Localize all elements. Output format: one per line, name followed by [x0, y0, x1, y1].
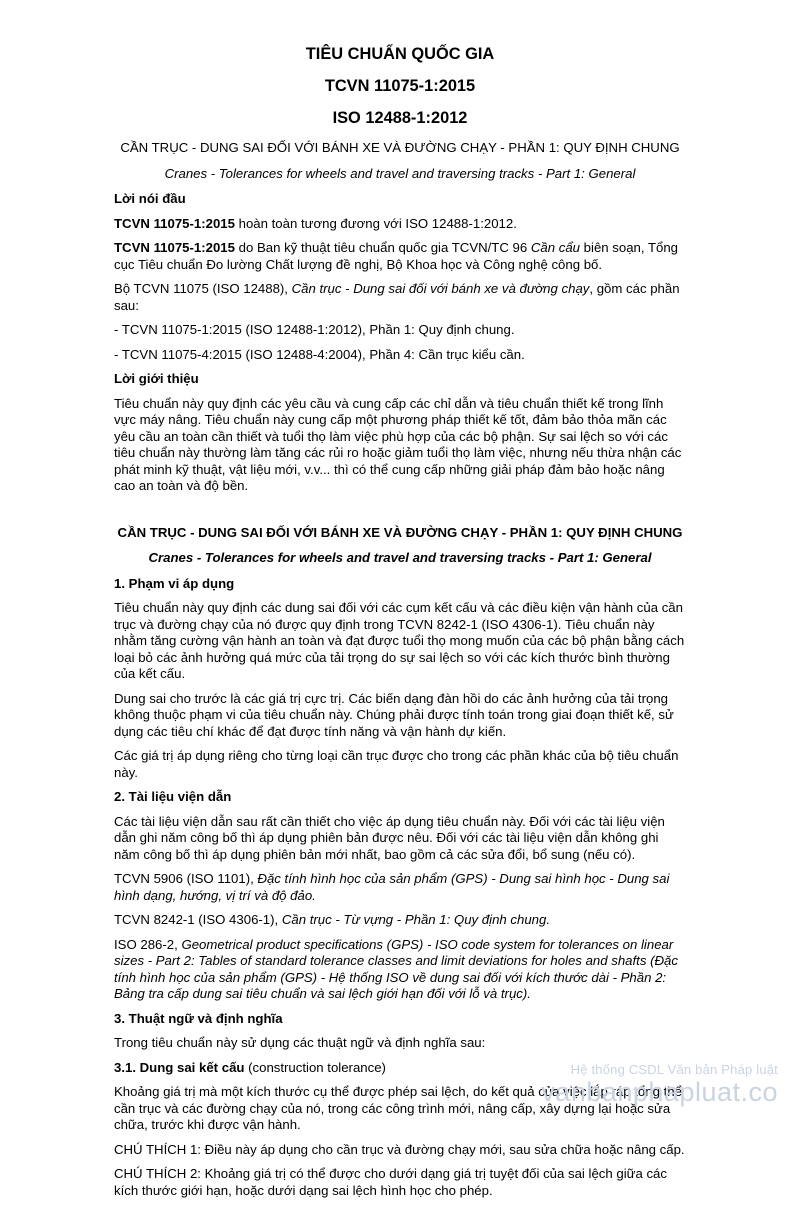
references-heading: 2. Tài liệu viện dẫn	[114, 789, 232, 804]
text-span: biên soạn, Tổng cục Tiêu chuẩn Đo lường Chất lượng đề nghị, Bộ Khoa học và Công nghệ công bố.	[114, 240, 679, 272]
body-title-en: Cranes - Tolerances for wheels and travel and traversing tracks - Part 1: General	[148, 550, 652, 565]
scope-paragraph-2: Dung sai cho trước là các giá trị cực trị. Các biến dạng đàn hồi do các ảnh hưởng của tải trọng không thuộc phạm vi của tiêu chuẩn này. Chúng phải được tính toán trong giai đoạn thiết kế, sử dụng các tiêu chí khác để đạt được tính năng và vận hành dự kiến.	[114, 690, 674, 739]
text-span: (construction tolerance)	[244, 1059, 386, 1075]
standard-code: TCVN 11075-1:2015	[114, 215, 235, 231]
scope-paragraph-3: Các giá trị áp dụng riêng cho từng loại cần trục được cho trong các phần khác của bộ tiêu chuẩn này.	[114, 748, 679, 780]
text-span: ISO 286-2,	[114, 936, 182, 952]
body-title-vi: CẦN TRỤC - DUNG SAI ĐỐI VỚI BÁNH XE VÀ ĐƯỜNG CHẠY - PHẦN 1: QUY ĐỊNH CHUNG	[117, 524, 683, 540]
term-3-1-definition: Khoảng giá trị mà một kích thước cụ thể được phép sai lệch, do kết quả của việc lắp ráp tổng thể cần trục và các đường chạy của nó, trong các công trình mới, nâng cấp, xây dựng lại hoặc sửa chữa, trước khi được vận hành.	[114, 1084, 682, 1132]
reference-item-1	[114, 871, 686, 904]
intro-heading: Lời giới thiệu	[114, 371, 199, 386]
site-watermark	[541, 1062, 778, 1107]
part-list-item: - TCVN 11075-1:2015 (ISO 12488-1:2012), Phần 1: Quy định chung.	[114, 322, 515, 337]
foreword-paragraph-3	[114, 281, 686, 314]
text-span: TCVN 5906 (ISO 1101),	[114, 871, 258, 886]
text-span: Bộ TCVN 11075 (ISO 12488),	[114, 281, 292, 296]
text-span: do Ban kỹ thuật tiêu chuẩn quốc gia TCVN/TC 96	[234, 240, 531, 255]
foreword-paragraph-1	[114, 216, 686, 233]
tcvn-number: TCVN 11075-1:2015	[324, 77, 476, 95]
intro-paragraph: Tiêu chuẩn này quy định các yêu cầu và cung cấp các chỉ dẫn và tiêu chuẩn thiết kế trong lĩnh vực máy nâng. Tiêu chuẩn này cung cấp một phương pháp thiết kế tốt, đảm bảo thỏa mãn các yêu cầu an toàn cần thiết và tuổi thọ làm việc phù hợp của các bộ phận. Sự sai lệch so với các tiêu chuẩn này thường làm tăng các rủi ro hoặc giảm tuổi thọ làm việc, nhưng nếu thừa nhận các phát minh kỹ thuật, vật liệu mới, v.v... thì có thể cung cấp những giải pháp đảm bảo hoặc nâng cao an toàn và độ bền.	[114, 395, 682, 493]
terms-heading: 3. Thuật ngữ và định nghĩa	[114, 1010, 283, 1026]
document-page	[114, 44, 686, 1207]
foreword-heading: Lời nói đầu	[114, 191, 186, 206]
iso-number: ISO 12488-1:2012	[332, 109, 468, 127]
text-span: , gồm các phần sau:	[114, 281, 680, 313]
scope-paragraph-1: Tiêu chuẩn này quy định các dung sai đối với các cụm kết cấu và các điều kiện vận hành của cần trục và đường chạy của nó được quy định trong TCVN 8242-1 (ISO 4306-1). Tiêu chuẩn này nhằm tăng cường vận hành an toàn và đạt được tuổi thọ mong muốn của các bộ phận bằng cách loại bỏ các ảnh hưởng quá mức của tải trọng do sự sai lệch so với các kích thước bình thường của kết cấu.	[114, 600, 685, 681]
standard-code: TCVN 11075-1:2015	[114, 240, 235, 255]
series-title: Cần trục - Dung sai đối với bánh xe và đường chạy	[291, 281, 590, 296]
section-spacer	[114, 503, 686, 525]
standard-label: TIÊU CHUẨN QUỐC GIA	[305, 45, 495, 63]
foreword-paragraph-2	[114, 240, 686, 273]
committee-name: Cần cẩu	[530, 240, 581, 255]
text-span: TCVN 8242-1 (ISO 4306-1),	[114, 912, 282, 927]
term-name: 3.1. Dung sai kết cấu	[114, 1059, 245, 1075]
watermark-domain: vanbanphapluat.co	[541, 1077, 778, 1107]
reference-title: Cần trục - Từ vựng - Phần 1: Quy định chung.	[281, 912, 551, 927]
reference-item-2	[114, 912, 686, 929]
note-1: CHÚ THÍCH 1: Điều này áp dụng cho cần trục và đường chạy mới, sau sửa chữa hoặc nâng cấp.	[114, 1141, 685, 1157]
reference-title: Geometrical product specifications (GPS) - ISO code system for tolerances on linear sizes - Part 2: Tables of standard tolerance classes and limit deviations for holes and shafts (Đặc tính hình học của sản phẩm (GPS) - Hệ thống ISO về dung sai đối với kích thước dài - Phần 2: Bảng tra cấp dung sai tiêu chuẩn và sai lệch giới hạn đối với lỗ và trục).	[114, 936, 678, 1001]
watermark-caption: Hệ thống CSDL Văn bản Pháp luật	[570, 1062, 778, 1077]
reference-item-3	[114, 937, 686, 1003]
note-2: CHÚ THÍCH 2: Khoảng giá trị có thể được cho dưới dạng giá trị tuyệt đối của sai lệch giữa các kích thước giới hạn, hoặc dưới dạng sai lệch hình học cho phép.	[114, 1166, 667, 1198]
scope-heading: 1. Phạm vi áp dụng	[114, 575, 235, 591]
references-paragraph: Các tài liệu viện dẫn sau rất cần thiết cho việc áp dụng tiêu chuẩn này. Đối với các tài liệu viện dẫn ghi năm công bố thì áp dụng phiên bản được nêu. Đối với các tài liệu viện dẫn không ghi năm công bố thì áp dụng phiên bản mới nhất, bao gồm cả các sửa đổi, bổ sung (nếu có).	[114, 813, 665, 862]
terms-paragraph: Trong tiêu chuẩn này sử dụng các thuật ngữ và định nghĩa sau:	[114, 1035, 486, 1050]
part-list-item: - TCVN 11075-4:2015 (ISO 12488-4:2004), Phần 4: Cần trục kiểu cần.	[114, 346, 525, 362]
document-title-vi: CẦN TRỤC - DUNG SAI ĐỐI VỚI BÁNH XE VÀ ĐƯỜNG CHẠY - PHẦN 1: QUY ĐỊNH CHUNG	[120, 140, 680, 155]
reference-title: Đặc tính hình học của sản phẩm (GPS) - Dung sai hình học - Dung sai hình dạng, hướng, vị trí và độ đảo.	[114, 871, 670, 903]
text-span: hoàn toàn tương đương với ISO 12488-1:2012.	[234, 215, 517, 231]
document-title-en: Cranes - Tolerances for wheels and travel and traversing tracks - Part 1: General	[164, 165, 636, 181]
